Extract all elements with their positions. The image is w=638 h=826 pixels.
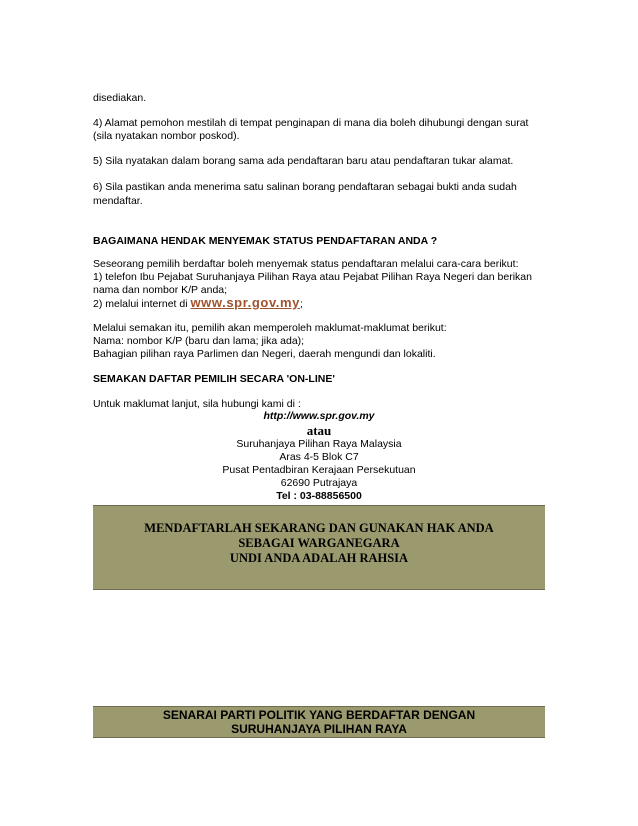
contact-org: Suruhanjaya Pilihan Raya Malaysia — [236, 438, 402, 450]
item-6-line-2: mendaftar. — [93, 195, 143, 207]
item-6-line-1: 6) Sila pastikan anda menerima satu salinan borang pendaftaran sebagai bukti anda sudah — [93, 181, 517, 193]
contact-url[interactable]: http://www.spr.gov.my — [263, 410, 375, 422]
online-check-heading: SEMAKAN DAFTAR PEMILIH SECARA 'ON-LINE' — [93, 373, 335, 385]
contact-addr-3: 62690 Putrajaya — [280, 477, 358, 489]
spr-website-link[interactable]: www.spr.gov.my — [190, 295, 301, 310]
info-line-2: Nama: nombor K/P (baru dan lama; jika ada); — [93, 335, 305, 347]
check-line-1: Seseorang pemilih berdaftar boleh menyemak status pendaftaran melalui cara-cara berikut: — [93, 258, 519, 270]
banner2-line-2: SURUHANJAYA PILIHAN RAYA — [231, 722, 407, 736]
check-line-4-prefix: 2) melalui internet di — [93, 298, 191, 310]
check-line-4-suffix: ; — [300, 298, 303, 310]
check-line-4 — [93, 296, 545, 311]
check-line-3: nama dan nombor K/P anda; — [93, 284, 228, 296]
banner2-line-1: SENARAI PARTI POLITIK YANG BERDAFTAR DENGAN — [162, 708, 476, 722]
check-status-heading: BAGAIMANA HENDAK MENYEMAK STATUS PENDAFTARAN ANDA ? — [93, 235, 438, 247]
info-line-1: Melalui semakan itu, pemilih akan memperoleh maklumat-maklumat berikut: — [93, 322, 447, 334]
political-parties-banner — [93, 706, 545, 738]
contact-addr-2: Pusat Pentadbiran Kerajaan Persekutuan — [222, 464, 416, 476]
info-line-3: Bahagian pilihan raya Parlimen dan Negeri, daerah mengundi dan lokaliti. — [93, 348, 436, 360]
contact-tel: Tel : 03-88856500 — [276, 490, 362, 502]
banner1-line-3: UNDI ANDA ADALAH RAHSIA — [229, 551, 409, 565]
item-4-line-1: 4) Alamat pemohon mestilah di tempat penginapan di mana dia boleh dihubungi dengan surat — [93, 117, 529, 129]
item-5: 5) Sila nyatakan dalam borang sama ada pendaftaran baru atau pendaftaran tukar alamat. — [93, 155, 514, 167]
intro-text: disediakan. — [93, 92, 147, 104]
banner1-line-1: MENDAFTARLAH SEKARANG DAN GUNAKAN HAK ANDA — [144, 521, 494, 535]
banner1-line-2: SEBAGAI WARGANEGARA — [238, 536, 400, 550]
contact-or: atau — [306, 423, 332, 438]
check-line-2: 1) telefon Ibu Pejabat Suruhanjaya Pilihan Raya atau Pejabat Pilihan Raya Negeri dan berikan — [93, 271, 532, 283]
register-now-banner — [93, 505, 545, 590]
contact-addr-1: Aras 4-5 Blok C7 — [279, 451, 359, 463]
contact-intro: Untuk maklumat lanjut, sila hubungi kami di : — [93, 398, 301, 410]
item-4-line-2: (sila nyatakan nombor poskod). — [93, 130, 240, 142]
